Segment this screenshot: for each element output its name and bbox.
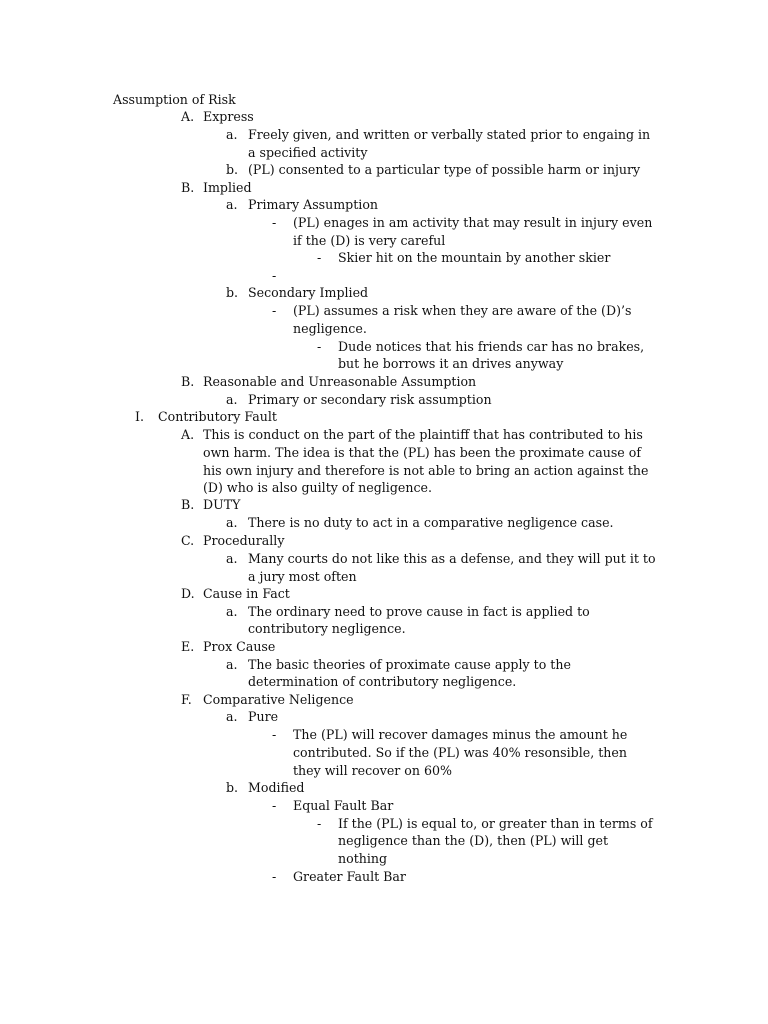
outline-item-continuation: a jury most often xyxy=(248,569,357,584)
outline-item: Implied xyxy=(203,180,252,195)
outline-item: Dude notices that his friends car has no brakes, xyxy=(338,339,645,354)
list-marker: - xyxy=(317,816,322,831)
document-title: Assumption of Risk xyxy=(113,92,236,107)
outline-item: Equal Fault Bar xyxy=(293,798,394,813)
outline-item: (PL) consented to a particular type of possible harm or injury xyxy=(248,162,641,177)
list-marker: - xyxy=(272,215,277,230)
outline-item-continuation: they will recover on 60% xyxy=(293,763,452,778)
outline-item-continuation: contributed. So if the (PL) was 40% resonsible, then xyxy=(293,745,627,760)
outline-item: Primary or secondary risk assumption xyxy=(248,392,492,407)
outline-item-continuation: his own injury and therefore is not able to bring an action against the xyxy=(203,463,649,478)
list-marker: - xyxy=(272,727,277,742)
outline-item: Reasonable and Unreasonable Assumption xyxy=(203,374,477,389)
list-marker: b. xyxy=(226,162,239,177)
list-marker: - xyxy=(272,268,277,283)
outline-item: Primary Assumption xyxy=(248,197,379,212)
outline-item-continuation: (D) who is also guilty of negligence. xyxy=(203,480,432,495)
outline-item: Freely given, and written or verbally stated prior to engaing in xyxy=(248,127,651,142)
outline-item: Many courts do not like this as a defense, and they will put it to xyxy=(248,551,656,566)
outline-item: The ordinary need to prove cause in fact is applied to xyxy=(248,604,590,619)
list-marker: - xyxy=(317,339,322,354)
outline-item-continuation: own harm. The idea is that the (PL) has been the proximate cause of xyxy=(203,445,642,460)
list-marker: - xyxy=(317,250,322,265)
list-marker: - xyxy=(272,869,277,884)
list-marker: a. xyxy=(226,127,238,142)
outline-item-continuation: determination of contributory negligence. xyxy=(248,674,517,689)
list-marker: a. xyxy=(226,197,238,212)
outline-item: DUTY xyxy=(203,497,241,512)
outline-item: Contributory Fault xyxy=(158,409,277,424)
list-marker: a. xyxy=(226,551,238,566)
outline-item: Modified xyxy=(248,780,305,795)
outline-item: (PL) assumes a risk when they are aware of the (D)’s xyxy=(293,303,632,318)
outline-item-continuation: a specified activity xyxy=(248,145,368,160)
list-marker: a. xyxy=(226,709,238,724)
list-marker: B. xyxy=(181,497,195,512)
outline-item: Skier hit on the mountain by another skier xyxy=(338,250,611,265)
outline-item: Express xyxy=(203,109,254,124)
list-marker: D. xyxy=(181,586,195,601)
outline-item: Greater Fault Bar xyxy=(293,869,406,884)
outline-item: (PL) enages in am activity that may result in injury even xyxy=(293,215,653,230)
outline-item: Procedurally xyxy=(203,533,285,548)
list-marker: - xyxy=(272,303,277,318)
list-marker: a. xyxy=(226,657,238,672)
outline-item: The basic theories of proximate cause apply to the xyxy=(248,657,571,672)
outline-item: This is conduct on the part of the plaintiff that has contributed to his xyxy=(203,427,643,442)
outline-item: If the (PL) is equal to, or greater than in terms of xyxy=(338,816,653,831)
outline-item: Prox Cause xyxy=(203,639,276,654)
list-marker: B. xyxy=(181,374,195,389)
outline-item: Comparative Neligence xyxy=(203,692,354,707)
outline-item: There is no duty to act in a comparative negligence case. xyxy=(248,515,614,530)
list-marker: A. xyxy=(181,427,195,442)
list-marker: E. xyxy=(181,639,195,654)
outline-item-continuation: negligence than the (D), then (PL) will get xyxy=(338,833,609,848)
outline-item-continuation: negligence. xyxy=(293,321,367,336)
outline-item: Pure xyxy=(248,709,279,724)
outline-item-continuation: but he borrows it an drives anyway xyxy=(338,356,564,371)
outline-item: Secondary Implied xyxy=(248,285,369,300)
list-marker: a. xyxy=(226,604,238,619)
list-marker: - xyxy=(272,798,277,813)
outline-item-continuation: contributory negligence. xyxy=(248,621,406,636)
outline-item-continuation: if the (D) is very careful xyxy=(293,233,446,248)
outline-item: The (PL) will recover damages minus the amount he xyxy=(293,727,628,742)
list-marker: C. xyxy=(181,533,195,548)
list-marker: I. xyxy=(135,409,144,424)
list-marker: F. xyxy=(181,692,192,707)
list-marker: B. xyxy=(181,180,195,195)
outline-item-continuation: nothing xyxy=(338,851,388,866)
list-marker: b. xyxy=(226,285,239,300)
list-marker: b. xyxy=(226,780,239,795)
outline-item: Cause in Fact xyxy=(203,586,290,601)
list-marker: A. xyxy=(181,109,195,124)
list-marker: a. xyxy=(226,515,238,530)
list-marker: a. xyxy=(226,392,238,407)
